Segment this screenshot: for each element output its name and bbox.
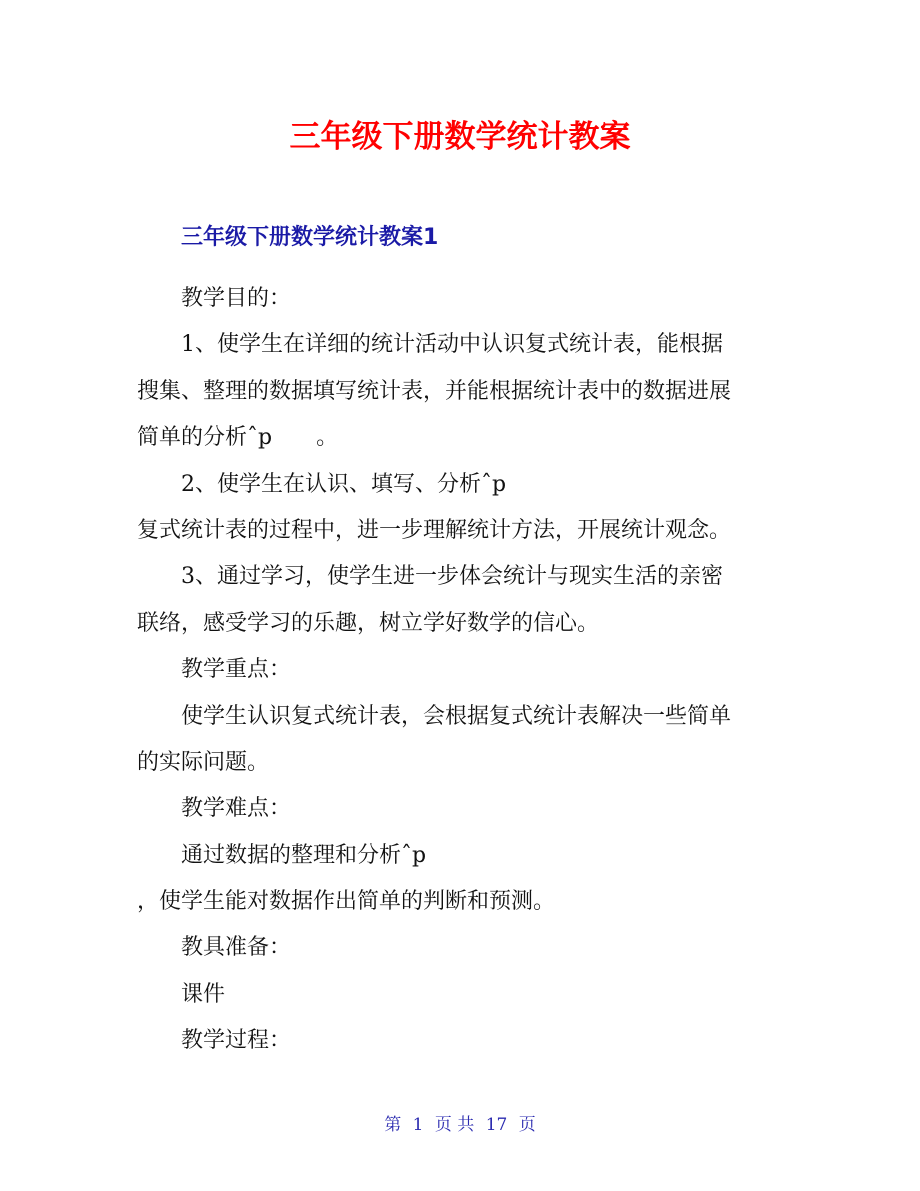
section-heading: 三年级下册数学统计教案1 bbox=[181, 225, 439, 250]
page-label-suffix: 页 bbox=[518, 1115, 536, 1135]
paragraph-line: 复式统计表的过程中，进一步理解统计方法，开展统计观念。 bbox=[137, 517, 732, 543]
paragraph-line: 教学重点： bbox=[181, 657, 292, 683]
paragraph-line: 课件 bbox=[181, 981, 226, 1007]
paragraph-line: 简单的分析ˆp 。 bbox=[137, 425, 339, 451]
paragraph-line: 教学目的： bbox=[181, 286, 292, 311]
total-pages-number: 17 bbox=[485, 1115, 508, 1135]
paragraph-line: 使学生认识复式统计表，会根据复式统计表解决一些简单 bbox=[181, 703, 732, 729]
paragraph-line: 教学难点： bbox=[181, 796, 292, 822]
paragraph-line: 3、通过学习，使学生进一步体会统计与现实生活的亲密 bbox=[181, 564, 723, 590]
paragraph-line: 搜集、整理的数据填写统计表，并能根据统计表中的数据进展 bbox=[137, 378, 732, 404]
document-title: 三年级下册数学统计教案 bbox=[289, 119, 631, 155]
paragraph-line: 的实际问题。 bbox=[137, 749, 270, 775]
paragraph-line: 教具准备： bbox=[181, 935, 292, 961]
paragraph-line: 通过数据的整理和分析ˆp bbox=[181, 842, 427, 868]
paragraph-line: 2、使学生在认识、填写、分析ˆp bbox=[181, 471, 507, 497]
page-label-mid: 页 共 bbox=[434, 1115, 475, 1135]
paragraph-line: 教学过程： bbox=[181, 1028, 292, 1054]
document-body bbox=[137, 276, 787, 1065]
paragraph-line: ，使学生能对数据作出简单的判断和预测。 bbox=[137, 889, 556, 915]
page-footer bbox=[0, 1110, 920, 1140]
current-page-number: 1 bbox=[412, 1115, 424, 1135]
paragraph-line: 1、使学生在详细的统计活动中认识复式统计表，能根据 bbox=[181, 332, 723, 358]
paragraph-line: 联络，感受学习的乐趣，树立学好数学的信心。 bbox=[137, 610, 600, 636]
page-label-prefix: 第 bbox=[384, 1115, 402, 1135]
